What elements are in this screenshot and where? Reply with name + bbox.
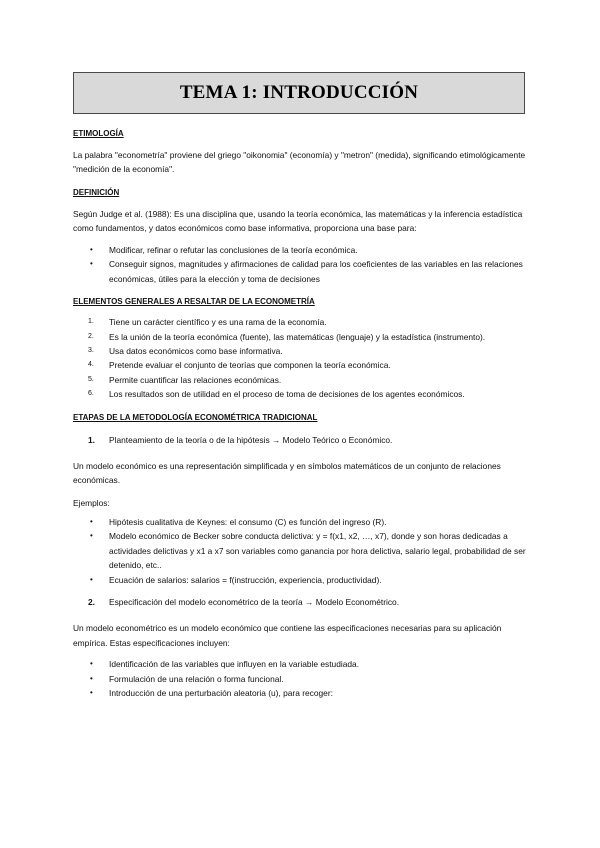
etimologia-heading: ETIMOLOGÍA	[73, 129, 124, 138]
item-number: 1.	[88, 318, 94, 326]
item-text: Es la unión de la teoría económica (fuente), las matemáticas (lenguaje) y la estadística (instrumento).	[109, 331, 486, 342]
stage-number: 1.	[88, 434, 95, 445]
elementos-heading: ELEMENTOS GENERALES A RESALTAR DE LA ECONOMETRÍA	[73, 297, 315, 307]
list-item: • Formulación de una relación o forma funcional.	[73, 672, 529, 686]
item-number: 6.	[88, 390, 94, 398]
list-item	[73, 387, 529, 401]
ejemplos-list	[73, 515, 529, 587]
list-item	[73, 344, 529, 358]
stage-number: 2.	[88, 597, 95, 608]
stage-text: Especificación del modelo econométrico de la teoría → Modelo Econométrico.	[109, 597, 400, 608]
list-item	[73, 373, 529, 387]
list-item	[73, 330, 529, 344]
definicion-heading: DEFINICIÓN	[73, 187, 120, 197]
item-text: Permite cuantificar las relaciones económicas.	[109, 374, 282, 385]
stage-text: Planteamiento de la teoría o de la hipótesis → Modelo Teórico o Económico.	[109, 434, 393, 445]
modelo-economico-text: Un modelo económico es una representación simplificada y en símbolos matemáticos de un conjunto de relaciones económicas.	[73, 460, 501, 486]
title-box	[73, 72, 525, 114]
list-item: • Modificar, refinar o refutar las conclusiones de la teoría económica.	[73, 243, 529, 257]
especificaciones-list	[73, 657, 529, 700]
item-number: 2.	[88, 332, 94, 340]
stage-2	[73, 595, 529, 609]
list-item	[73, 315, 529, 329]
etapas-heading: ETAPAS DE LA METODOLOGÍA ECONOMÉTRICA TRADICIONAL	[73, 412, 318, 422]
item-text: Los resultados son de utilidad en el proceso de toma de decisiones de los agentes económicos.	[109, 389, 465, 400]
list-item: • Ecuación de salarios: salarios = f(instrucción, experiencia, productividad).	[73, 573, 529, 587]
item-text: Tiene un carácter científico y es una rama de la economía.	[109, 317, 327, 328]
item-text: Usa datos económicos como base informativa.	[109, 345, 283, 356]
list-item: • Identificación de las variables que influyen en la variable estudiada.	[73, 657, 529, 671]
stage-1	[73, 433, 529, 447]
ejemplos-label: Ejemplos:	[73, 497, 110, 508]
list-item: • Introducción de una perturbación aleatoria (u), para recoger:	[73, 686, 529, 700]
page-title: TEMA 1: INTRODUCCIÓN	[179, 81, 419, 103]
etimologia-text: La palabra "econometría" proviene del griego "oikonomia" (economía) y "metron" (medida), significando etimológicamente "medición de la economía".	[73, 150, 526, 175]
item-number: 4.	[88, 361, 94, 369]
item-number: 5.	[88, 375, 94, 383]
definicion-list	[73, 243, 529, 286]
modelo-econometrico-text: Un modelo econométrico es un modelo económico que contiene las especificaciones necesarias para su aplicación empírica. Estas especificaciones incluyen:	[73, 623, 502, 648]
elementos-list	[73, 315, 529, 401]
list-item: • Hipótesis cualitativa de Keynes: el consumo (C) es función del ingreso (R).	[73, 515, 529, 529]
definicion-text: Según Judge et al. (1988): Es una disciplina que, usando la teoría económica, las matemáticas y la inferencia estadística como fundamentos, y datos económicos como base informativa, proporciona una base para:	[73, 208, 523, 234]
item-text: Pretende evaluar el conjunto de teorías que componen la teoría económica.	[109, 360, 391, 371]
list-item: • Conseguir signos, magnitudes y afirmaciones de calidad para los coeficientes de las variables en las relaciones económicas, útiles para la elección y toma de decisiones	[73, 257, 529, 286]
list-item: • Modelo económico de Becker sobre conducta delictiva: y = f(x1, x2, …, x7), donde y son horas dedicadas a actividades delictivas y x1 a x7 son variables como ganancia por hora delictiva, salario legal, probabilidad de ser detenido, etc..	[73, 529, 529, 572]
item-number: 3.	[88, 346, 94, 354]
document-content	[73, 122, 529, 701]
list-item	[73, 358, 529, 372]
